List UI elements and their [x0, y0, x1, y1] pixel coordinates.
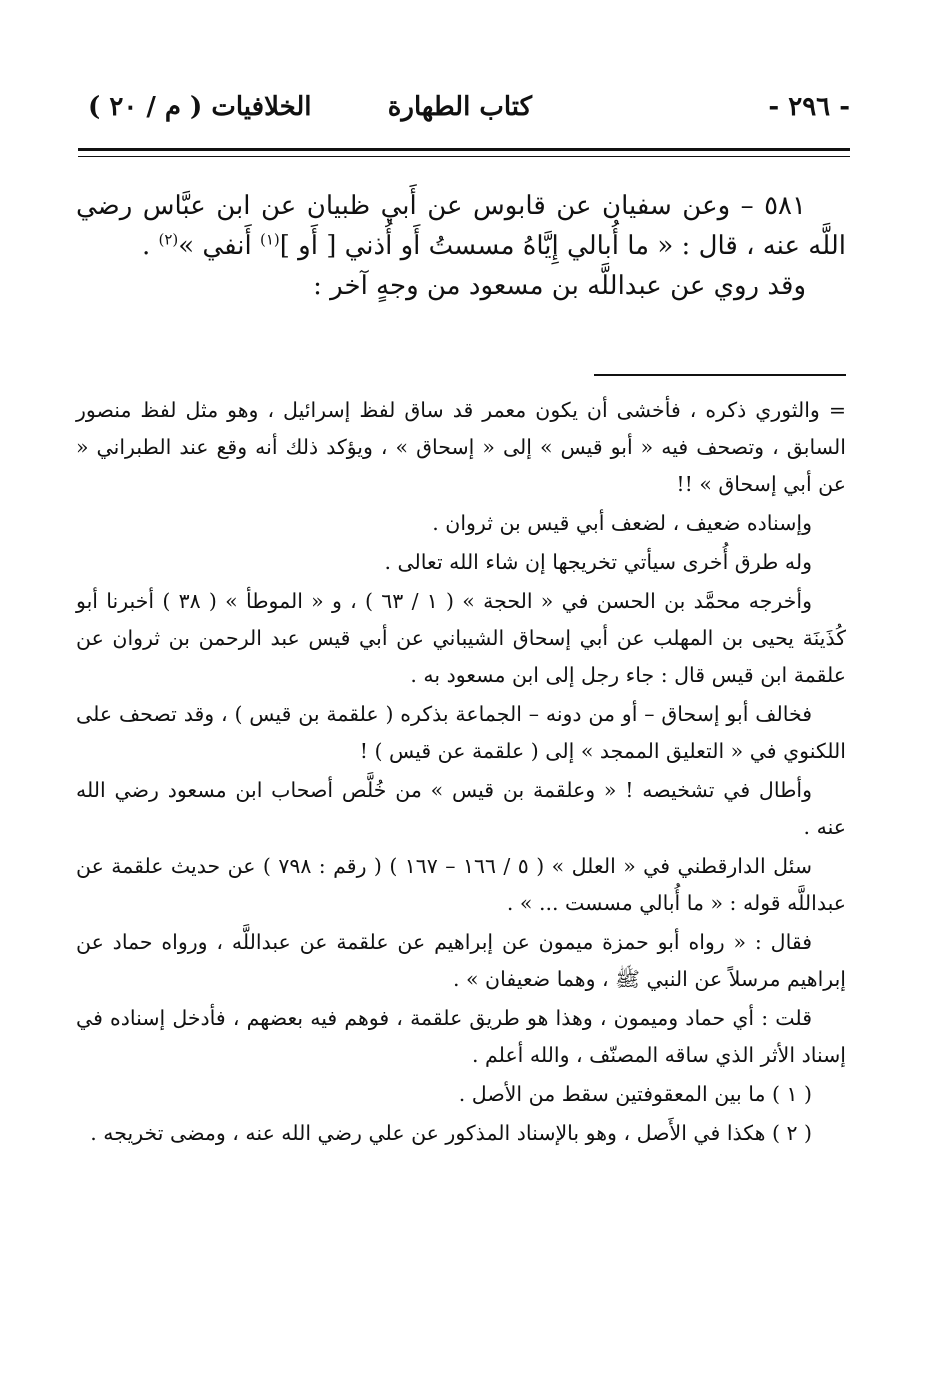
footnote-paragraph: وأخرجه محمَّد بن الحسن في « الحجة » ( ١ / ٦٣ ) ، و « الموطأ » ( ٣٨ ) أخبرنا أبو كُذَينَة يحيى بن المهلب عن أبي إسحاق الشيباني عن أبي قيس عبد الرحمن بن ثروان عن علقمة ابن قيس قال : جاء رجل إلى ابن مسعود به .: [76, 589, 846, 687]
book-title: كتاب الطهارة: [387, 92, 532, 122]
footnote-1: ( ١ ) ما بين المعقوفتين سقط من الأصل .: [458, 1082, 812, 1106]
running-header: [78, 92, 850, 132]
footnote-paragraph: فخالف أبو إسحاق – أو من دونه – الجماعة بذكره ( علقمة بن قيس ) ، وقد تصحف على اللكنوي في « التعليق الممجد » إلى ( علقمة عن قيس ) !: [76, 702, 846, 763]
footnote-separator: [594, 374, 846, 376]
footnote-paragraph: وإسناده ضعيف ، لضعف أبي قيس بن ثروان .: [432, 511, 812, 535]
footnote-paragraph: وله طرق أُخرى سيأتي تخريجها إن شاء الله تعالى .: [384, 550, 812, 574]
footnote-2: ( ٢ ) هكذا في الأَصل ، وهو بالإسناد المذكور عن علي رضي الله عنه ، ومضى تخريجه .: [90, 1121, 812, 1145]
footnote-paragraph: قلت : أي حماد وميمون ، وهذا هو طريق علقمة ، فوهم فيه بعضهم ، فأدخل إسناده في إسناد الأثر الذي ساقه المصنّف ، والله أعلم .: [76, 1006, 846, 1067]
footnote-paragraph: سئل الدارقطني في « العلل » ( ٥ / ١٦٦ – ١٦٧ ) ( رقم : ٧٩٨ ) عن حديث علقمة عن عبداللَّه قوله : « ما أُبالي مسست ... » .: [76, 854, 846, 915]
hadith-paragraph: ٥٨١ – وعن سفيان عن قابوس عن أَبي ظبيان عن ابن عبَّاس رضي اللَّه عنه ، قال : « ما أُبالي إِيَّاهُ مسستُ أَو أُذني [ أَو ]$^{(١)}$ أَنفي »$^{(٢)}$ .: [76, 191, 846, 261]
footnote-paragraph: فقال : « رواه أبو حمزة ميمون عن إبراهيم عن علقمة عن عبداللَّه ، ورواه حماد عن إبراهيم مرسلاً عن النبي ﷺ ، وهما ضعيفان » .: [76, 930, 846, 991]
footnote-ref-1: (١): [259, 230, 280, 249]
narration-paragraph: وقد روي عن عبداللَّه بن مسعود من وجهٍ آخر :: [313, 271, 806, 301]
page-number: - ٢٩٦ -: [768, 92, 850, 122]
header-rule-thick: [78, 148, 850, 151]
footnotes: [76, 392, 846, 1154]
footnote-ref-2: (٢): [158, 230, 179, 249]
series-title: الخلافيات ( م / ٢٠ ): [88, 92, 312, 122]
header-rule-thin: [78, 156, 850, 157]
footnote-paragraph: = والثوري ذكره ، فأخشى أن يكون معمر قد ساق لفظ إسرائيل ، وهو مثل لفظ منصور السابق ، وتصحف فيه « أبو قيس » إلى « إسحاق » ، ويؤكد ذلك أنه وقع عند الطبراني « عن أبي إسحاق » !!: [76, 398, 846, 496]
main-text: [76, 186, 846, 306]
footnote-paragraph: وأطال في تشخيصه ! « وعلقمة بن قيس » من خُلَّص أصحاب ابن مسعود رضي الله عنه .: [76, 778, 846, 839]
